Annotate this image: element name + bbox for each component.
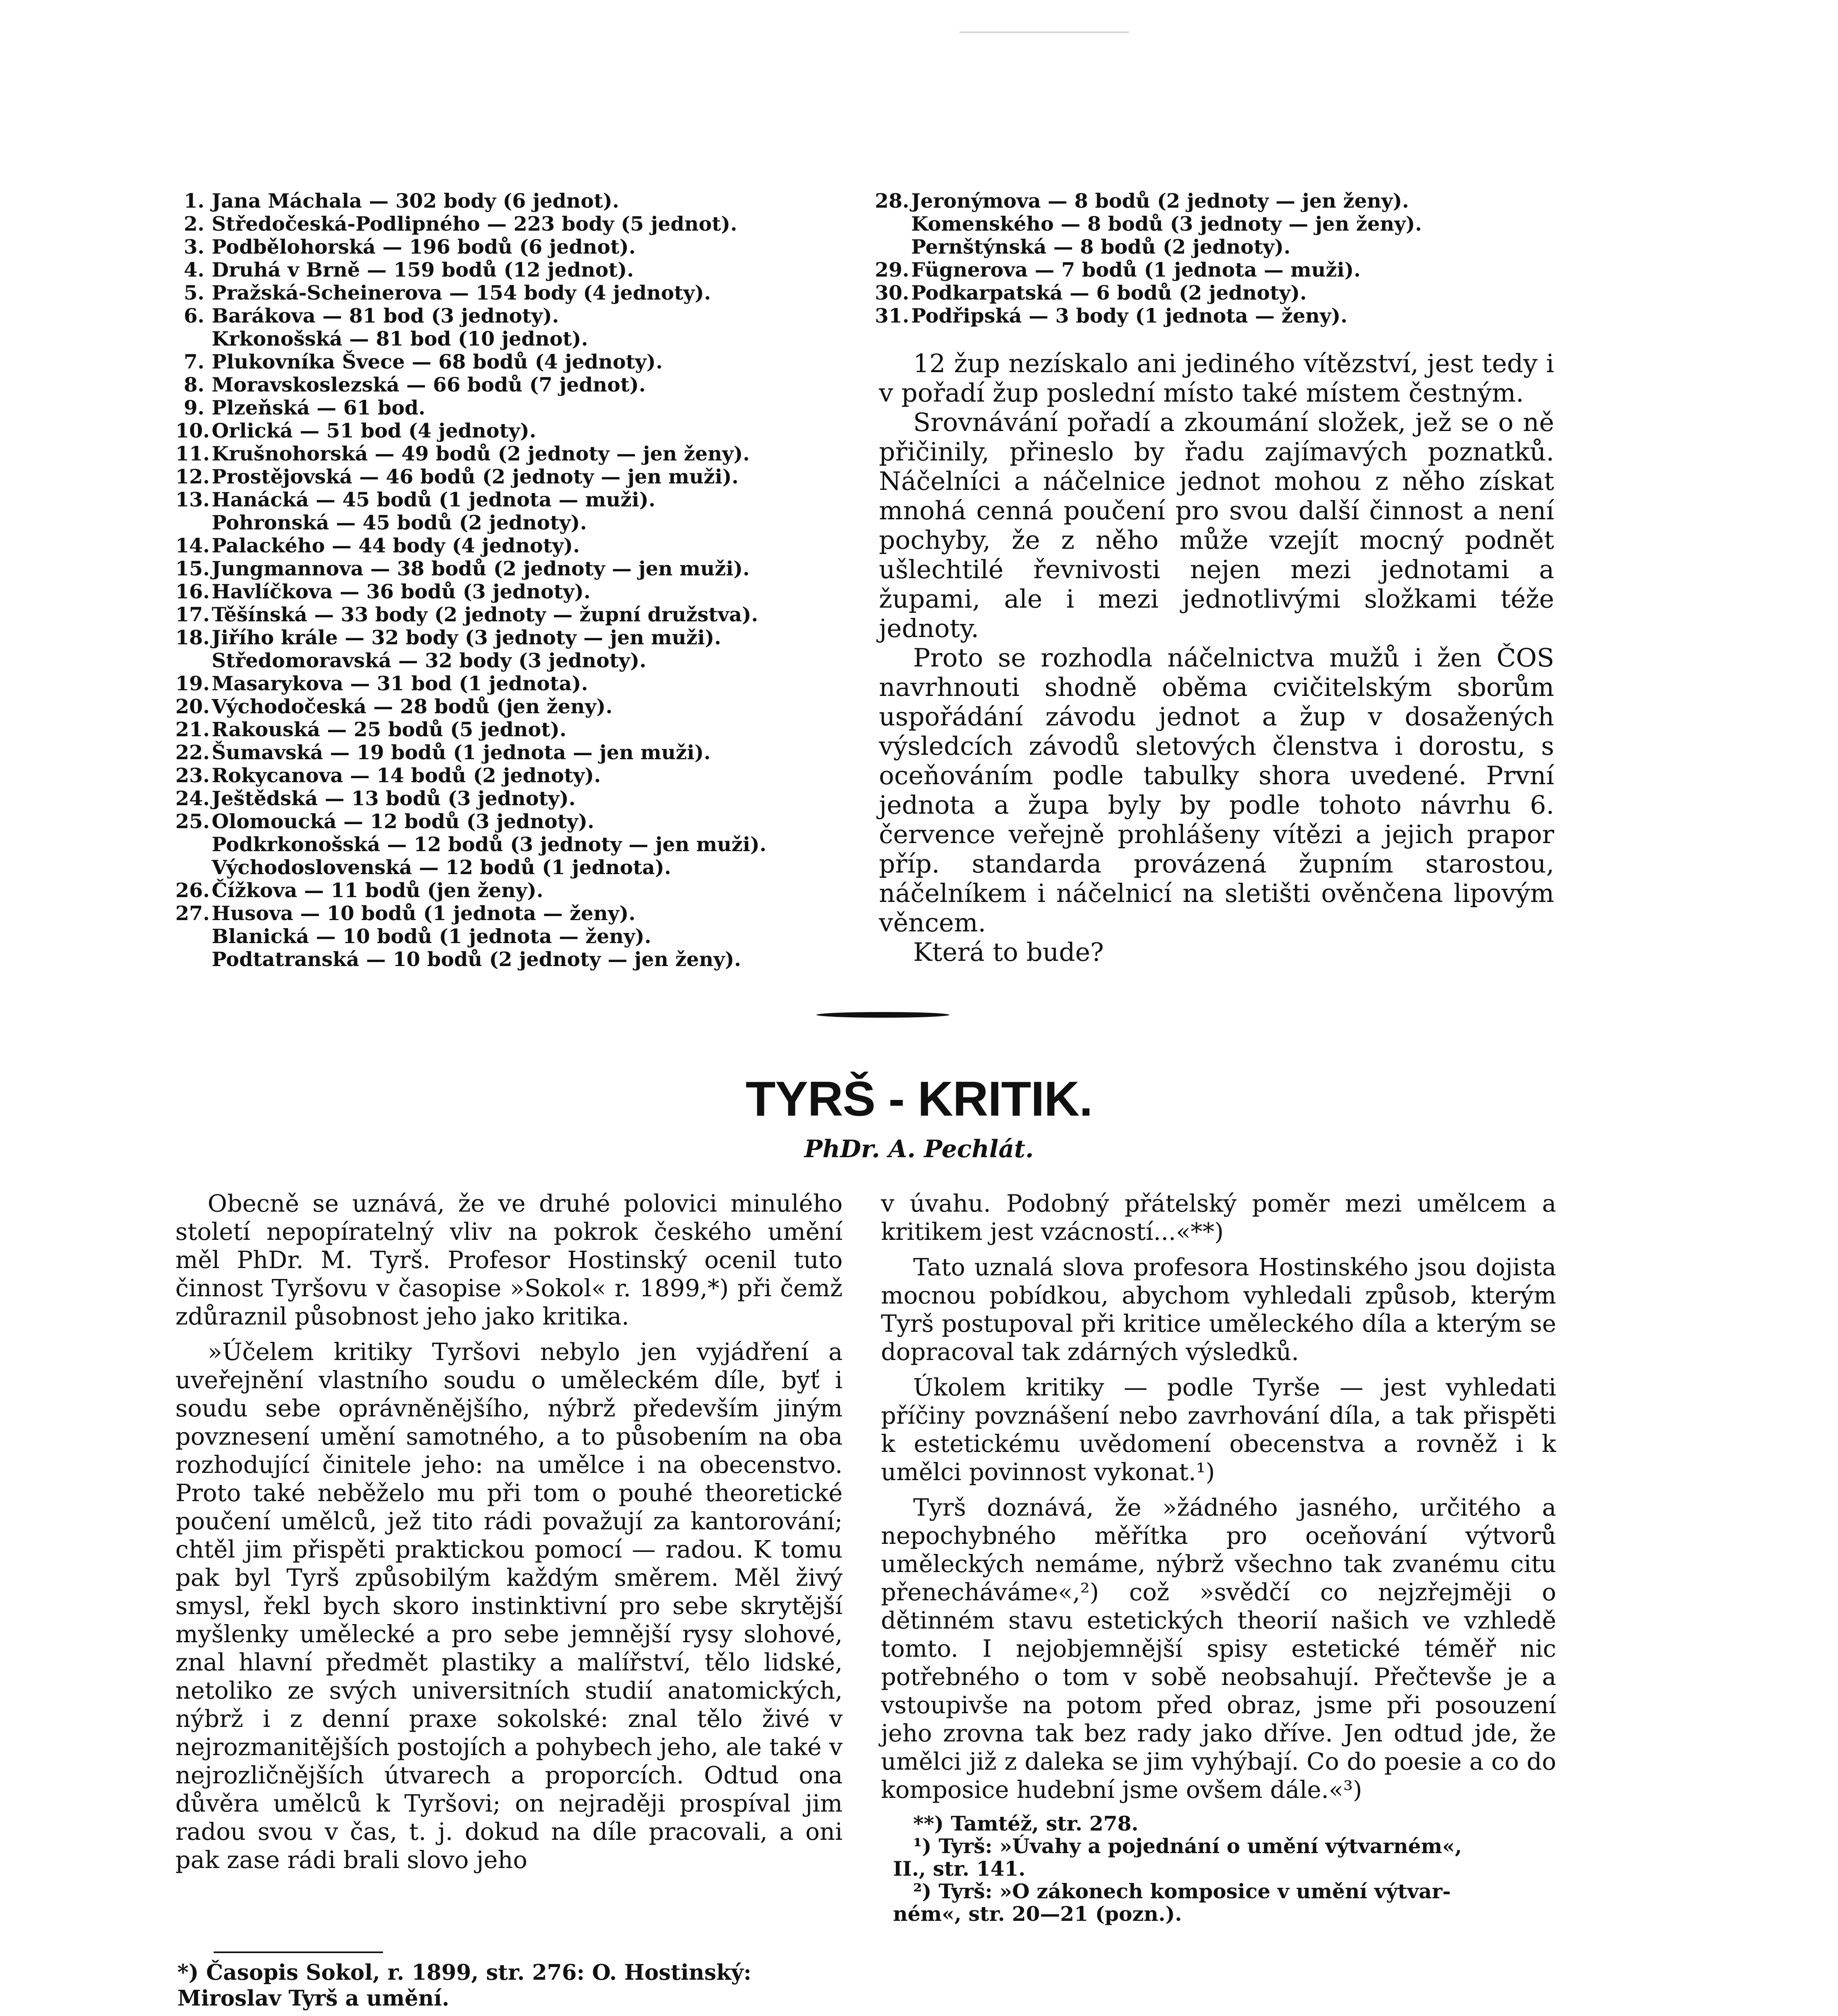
ranking-entry: Podkrkonošská — 12 bodů (3 jednoty — jen muži). — [212, 833, 767, 856]
ranking-number: 24. — [175, 787, 210, 810]
ranking-row — [875, 281, 1576, 304]
ranking-number: 29. — [875, 258, 910, 281]
ranking-number: 25. — [175, 810, 210, 833]
ranking-row — [175, 902, 861, 925]
ranking-entry: Barákova — 81 bod (3 jednoty). — [212, 304, 559, 327]
ranking-row — [175, 350, 861, 373]
ranking-row — [175, 787, 861, 810]
ranking-row — [175, 557, 861, 580]
ranking-row — [175, 649, 861, 672]
ranking-number — [175, 925, 212, 948]
ranking-entry: Prostějovská — 46 bodů (2 jednoty — jen muži). — [212, 465, 739, 488]
ranking-entry: Komenského — 8 bodů (3 jednoty — jen ženy). — [911, 212, 1422, 235]
ranking-entry: Plzeňská — 61 bod. — [212, 396, 426, 419]
ranking-row — [175, 948, 861, 971]
footnote: ném«, str. 20—21 (pozn.). — [893, 1902, 1182, 1926]
paragraph: »Účelem kritiky Tyršovi nebylo jen vyjádření a uveřejnění vlastního soudu o uměleckém díle, byť i soudu sebe oprávněnějšího, nýbrž především jiným povznesení umění samotného, a to působením na oba rozhodující činitele jeho: na umělce i na obecenstvo. Proto také neběželo mu při tom o pouhé theoretické poučení umělců, jež tito rádi považují za kantorování; chtěl jim přispěti praktickou pomocí — radou. K tomu pak byl Tyrš způsobilým každým směrem. Měl živý smysl, řekl bych skoro instinktivní pro sebe skrytější myšlenky umělecké a pro sebe jemnější rysy slohové, znal hlavní předmět plastiky a malířství, tělo lidské, netoliko ze svých universitních studií anatomických, nýbrž i z denní praxe sokolské: znal tělo živé v nejrozmanitějších postojích a pohybech jeho, ale také v nejrozličnějších útvarech a proporcích. Odtud ona důvěra umělců k Tyršovi; on nejraději prospíval jim radou svou v čas, t. j. dokud na díle pracovali, a oni pak zase rádi brali slovo jeho — [175, 1338, 843, 1874]
ranking-number: 18. — [175, 626, 210, 649]
ranking-number: 20. — [175, 695, 210, 718]
ranking-row — [175, 925, 861, 948]
ranking-entry: Východoslovenská — 12 bodů (1 jednota). — [212, 856, 671, 879]
ranking-number: 31. — [875, 304, 910, 327]
ranking-entry: Podtatranská — 10 bodů (2 jednoty — jen ženy). — [212, 948, 741, 971]
ranking-entry: Středočeská-Podlipného — 223 body (5 jednot). — [212, 212, 737, 235]
ranking-number: 21. — [175, 718, 210, 741]
ranking-number — [175, 856, 212, 879]
footnote-rule — [214, 1951, 383, 1953]
ranking-row — [175, 534, 861, 557]
ranking-entry: Jana Máchala — 302 body (6 jednot). — [212, 189, 619, 212]
ranking-number: 9. — [183, 396, 204, 419]
ranking-row — [175, 304, 861, 327]
ranking-number: 3. — [183, 235, 204, 258]
ranking-row — [175, 235, 861, 258]
ranking-row — [175, 465, 861, 488]
ranking-number: 26. — [175, 879, 210, 902]
ranking-entry: Středomoravská — 32 body (3 jednoty). — [212, 649, 647, 672]
article-column-left — [175, 1189, 843, 1881]
ranking-entry: Pernštýnská — 8 bodů (2 jednoty). — [911, 235, 1291, 258]
ranking-number: 27. — [175, 902, 210, 925]
footnotes-right — [881, 1812, 1558, 1925]
ranking-entry: Rakouská — 25 bodů (5 jednot). — [212, 718, 567, 741]
ranking-entry: Šumavská — 19 bodů (1 jednota — jen muži). — [212, 741, 711, 764]
ranking-row — [175, 373, 861, 396]
ranking-entry: Těšínská — 33 body (2 jednoty — župní družstva). — [212, 603, 758, 626]
ranking-number — [875, 235, 911, 258]
ranking-list-left — [175, 190, 861, 971]
footnote-left: *) Časopis Sokol, r. 1899, str. 276: O. Hostinský: Miroslav Tyrš a umění. — [177, 1960, 751, 2011]
ranking-entry: Jungmannova — 38 bodů (2 jednoty — jen muži). — [212, 557, 750, 580]
ranking-row — [175, 190, 861, 212]
ranking-row — [875, 235, 1576, 258]
ranking-entry: Olomoucká — 12 bodů (3 jednoty). — [212, 810, 595, 833]
ranking-entry: Krušnohorská — 49 bodů (2 jednoty — jen ženy). — [212, 442, 750, 465]
ranking-number: 1. — [183, 189, 204, 212]
ranking-number: 16. — [175, 580, 210, 603]
ranking-row — [175, 856, 861, 879]
closing-paragraphs — [879, 349, 1554, 967]
paragraph: Srovnávání pořadí a zkoumání složek, jež se o ně přičinily, přineslo by řadu zajímavých poznatků. Náčelníci a náčelnice jednot mohou z něho získat mnohá cenná poučení pro svou další činnost a není pochyby, že z něho může vzejít mocný podnět ušlechtilé řevnivosti nejen mezi jednotami a župami, ale i mezi jednotlivými složkami téže jednoty. — [879, 408, 1554, 643]
ranking-row — [175, 488, 861, 511]
ranking-entry: Druhá v Brně — 159 bodů (12 jednot). — [212, 258, 634, 281]
ranking-number — [175, 833, 212, 856]
ranking-entry: Východočeská — 28 bodů (jen ženy). — [212, 695, 613, 718]
ranking-number: 15. — [175, 557, 210, 580]
ranking-number: 4. — [183, 258, 204, 281]
ranking-row — [175, 695, 861, 718]
ranking-entry: Blanická — 10 bodů (1 jednota — ženy). — [212, 925, 652, 948]
ranking-row — [175, 580, 861, 603]
ranking-entry: Masarykova — 31 bod (1 jednota). — [212, 672, 588, 695]
ranking-number: 30. — [875, 281, 910, 304]
ranking-row — [175, 810, 861, 833]
header-mark — [960, 3, 1129, 33]
article-author: PhDr. A. Pechlát. — [804, 1135, 1034, 1163]
ranking-number: 13. — [175, 488, 210, 511]
ranking-row — [175, 419, 861, 442]
ranking-entry: Palackého — 44 body (4 jednoty). — [212, 534, 580, 557]
section-divider — [816, 1012, 949, 1018]
ranking-row — [175, 442, 861, 465]
ranking-row — [175, 327, 861, 350]
ranking-entry: Jeronýmova — 8 bodů (2 jednoty — jen ženy). — [911, 189, 1409, 212]
ranking-number: 14. — [175, 534, 210, 557]
ranking-number: 2. — [183, 212, 204, 235]
ranking-row — [875, 258, 1576, 281]
ranking-row — [875, 304, 1576, 327]
ranking-number: 17. — [175, 603, 210, 626]
ranking-entry: Podkarpatská — 6 bodů (2 jednoty). — [911, 281, 1307, 304]
ranking-entry: Krkonošská — 81 bod (10 jednot). — [212, 327, 588, 350]
ranking-list-right — [875, 190, 1576, 327]
ranking-number — [175, 511, 212, 534]
ranking-number — [175, 948, 212, 971]
footnote: ²) Tyrš: »O zákonech komposice v umění výtvar- — [913, 1879, 1451, 1903]
paragraph: Úkolem kritiky — podle Tyrše — jest vyhledati příčiny povznášení nebo zavrhování díla, a tak přispěti k estetickému uvědomení obecenstva a rovněž i k umělci povinnost vykonat.¹) — [881, 1373, 1556, 1486]
ranking-number: 7. — [183, 350, 204, 373]
paragraph: Která to bude? — [913, 937, 1104, 967]
ranking-entry: Havlíčkova — 36 bodů (3 jednoty). — [212, 580, 591, 603]
ranking-entry: Moravskoslezská — 66 bodů (7 jednot). — [212, 373, 646, 396]
ranking-number: 12. — [175, 465, 210, 488]
ranking-number: 6. — [183, 304, 204, 327]
ranking-entry: Čížkova — 11 bodů (jen ženy). — [212, 879, 543, 902]
ranking-entry: Pražská-Scheinerova — 154 body (4 jednoty). — [212, 281, 711, 304]
ranking-row — [175, 741, 861, 764]
ranking-row — [175, 833, 861, 856]
ranking-row — [175, 626, 861, 649]
ranking-entry: Fügnerova — 7 bodů (1 jednota — muži). — [911, 258, 1361, 281]
ranking-number: 23. — [175, 764, 210, 787]
ranking-entry: Podbělohorská — 196 bodů (6 jednot). — [212, 235, 636, 258]
footnote: **) Tamtéž, str. 278. — [913, 1812, 1139, 1835]
ranking-entry: Pohronská — 45 bodů (2 jednoty). — [212, 511, 587, 534]
ranking-number: 5. — [183, 281, 204, 304]
paragraph: 12 žup nezískalo ani jediného vítězství, jest tedy i v pořadí žup poslední místo také místem čestným. — [879, 349, 1554, 408]
ranking-entry: Ještědská — 13 bodů (3 jednoty). — [212, 787, 576, 810]
ranking-number: 28. — [875, 189, 910, 212]
ranking-row — [175, 258, 861, 281]
ranking-entry: Orlická — 51 bod (4 jednoty). — [212, 419, 537, 442]
article-title: TYRŠ - KRITIK. — [745, 1071, 1093, 1126]
article-column-right — [881, 1189, 1556, 1811]
ranking-row — [175, 879, 861, 902]
ranking-row — [175, 672, 861, 695]
ranking-number: 10. — [175, 419, 210, 442]
ranking-row — [175, 603, 861, 626]
ranking-number — [875, 212, 911, 235]
footnote: ¹) Tyrš: »Úvahy a pojednání o umění výtvarném«, — [913, 1834, 1462, 1858]
ranking-entry: Hanácká — 45 bodů (1 jednota — muži). — [212, 488, 656, 511]
ranking-row — [875, 190, 1576, 212]
paragraph: Tyrš doznává, že »žádného jasného, určitého a nepochybného měřítka pro oceňování výtvorů uměleckých nemáme, nýbrž všechno tak zvanému citu přenecháváme«,²) což »svědčí co nejzřejměji o dětinném stavu estetických theorií našich ve vzhledě tomto. I nejobjemnější spisy estetické téměř nic potřebného o tom v sobě neobsahují. Přečtevše je a vstoupivše na potom před obraz, jsme při posouzení jeho zrovna tak bez rady jako dříve. Jen odtud jde, že umělci již z daleka se jim vyhýbají. Co do poesie a co do komposice hudební jsme ovšem dále.«³) — [881, 1493, 1556, 1804]
footnote: II., str. 141. — [893, 1857, 1026, 1881]
ranking-row — [175, 764, 861, 787]
ranking-row — [175, 718, 861, 741]
ranking-entry: Plukovníka Švece — 68 bodů (4 jednoty). — [212, 350, 663, 373]
ranking-row — [875, 212, 1576, 235]
ranking-row — [175, 281, 861, 304]
ranking-entry: Husova — 10 bodů (1 jednota — ženy). — [212, 902, 636, 925]
ranking-number: 8. — [183, 373, 204, 396]
ranking-number — [175, 327, 212, 350]
ranking-entry: Jiřího krále — 32 body (3 jednoty — jen muži). — [212, 626, 721, 649]
ranking-row — [175, 212, 861, 235]
paragraph: v úvahu. Podobný přátelský poměr mezi umělcem a kritikem jest vzácností...«**) — [881, 1189, 1556, 1245]
paragraph: Obecně se uznává, že ve druhé polovici minulého století nepopíratelný vliv na pokrok českého umění měl PhDr. M. Tyrš. Profesor Hostinský ocenil tuto činnost Tyršovu v časopise »Sokol« r. 1899,*) při čemž zdůraznil působnost jeho jako kritika. — [175, 1189, 843, 1330]
ranking-number: 22. — [175, 741, 210, 764]
ranking-row — [175, 396, 861, 419]
ranking-number: 11. — [175, 442, 210, 465]
ranking-number: 19. — [175, 672, 210, 695]
ranking-entry: Podřipská — 3 body (1 jednota — ženy). — [911, 304, 1348, 327]
paragraph: Proto se rozhodla náčelnictva mužů i žen ČOS navrhnouti shodně oběma cvičitelským sborům uspořádání závodu jednot a žup v dosažených výsledcích závodů sletových členstva i dorostu, s oceňováním podle tabulky shora uvedené. První jednota a župa byly by podle tohoto návrhu 6. července veřejně prohlášeny vítězi a jejich prapor příp. standarda provázená župním starostou, náčelníkem i náčelnicí na sletišti ověnčena lipovým věncem. — [879, 643, 1554, 937]
ranking-row — [175, 511, 861, 534]
paragraph: Tato uznalá slova profesora Hostinského jsou dojista mocnou pobídkou, abychom vyhledali způsob, kterým Tyrš postupoval při kritice uměleckého díla a kterým se dopracoval tak zdárných výsledků. — [881, 1253, 1556, 1366]
ranking-number — [175, 649, 212, 672]
ranking-entry: Rokycanova — 14 bodů (2 jednoty). — [212, 764, 601, 787]
